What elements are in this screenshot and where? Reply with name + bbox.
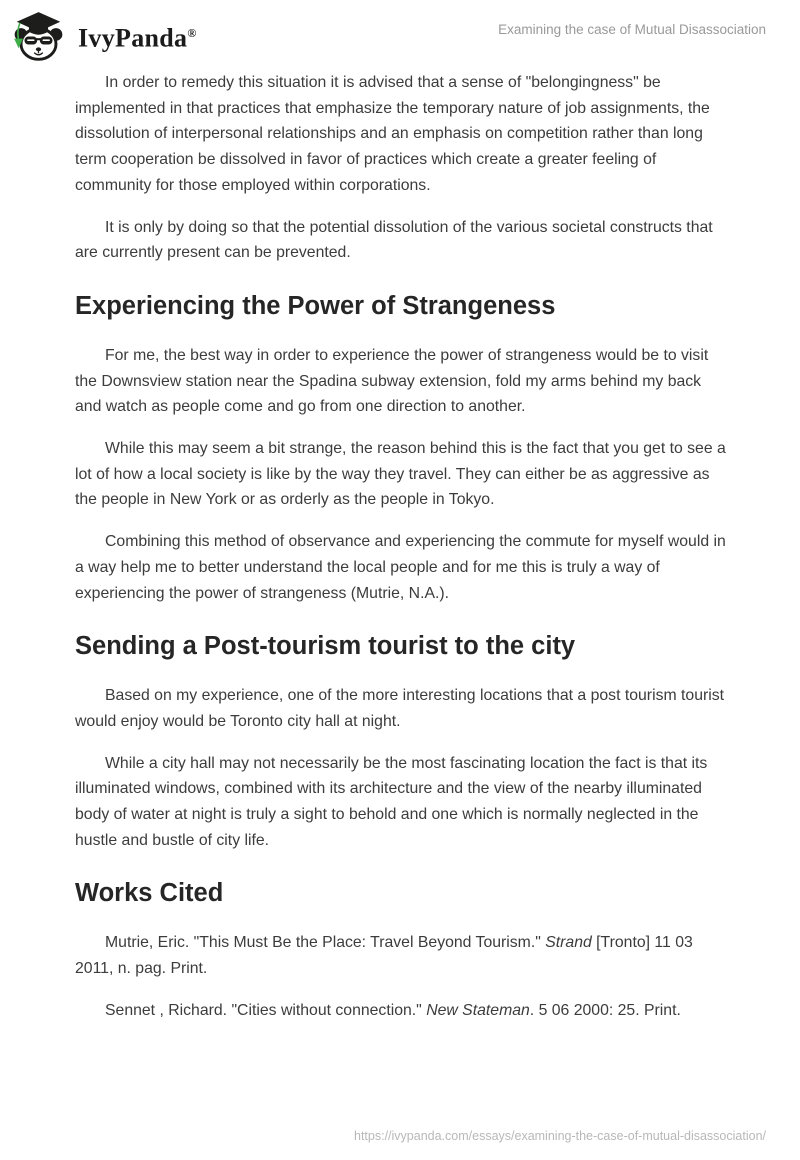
citation-text: Mutrie, Eric. "This Must Be the Place: Travel Beyond Tourism." — [105, 934, 546, 952]
paragraph: While a city hall may not necessarily be the most fascinating location the fact is that its illuminated windows, combined with its architecture and the view of the nearby illuminated body of water at night is truly a sight to behold and one which is normally neglected in the hustle and bustle of city life. — [75, 754, 708, 849]
heading-works-cited: Works Cited — [75, 879, 224, 908]
footer-url: https://ivypanda.com/essays/examining-the-case-of-mutual-disassociation/ — [354, 1129, 766, 1143]
citation-mutrie — [75, 930, 728, 981]
paragraph: It is only by doing so that the potential dissolution of the various societal constructs that are currently present can be prevented. — [75, 218, 713, 262]
ivypanda-panda-logo-icon — [12, 9, 65, 62]
brand — [12, 7, 197, 65]
citation-source-title: Strand — [545, 934, 592, 952]
paragraph: Combining this method of observance and experiencing the commute for myself would in a way help me to better understand the local people and for me this is truly a way of experiencing the power of strangeness (Mutrie, N.A.). — [75, 533, 726, 602]
brand-name — [78, 7, 197, 65]
heading-experiencing-the-power-of-strangeness: Experiencing the Power of Strangeness — [75, 291, 556, 320]
paragraph: In order to remedy this situation it is advised that a sense of "belongingness" be implemented in that practices that emphasize the temporary nature of job assignments, the dissolution of interpersonal relationships and an emphasis on competition rather than long term cooperation be dissolved in favor of practices which create a greater feeling of community for those employed within corporations. — [75, 74, 710, 194]
citation-text: [Tronto] 11 03 2011, n. pag. Print. — [75, 934, 693, 978]
essay-content — [0, 64, 800, 1024]
page-footer — [354, 1127, 766, 1145]
brand-name-text: IvyPanda — [78, 23, 188, 53]
citation-source-title: New Stateman — [426, 1001, 530, 1019]
paragraph: For me, the best way in order to experience the power of strangeness would be to visit the Downsview station near the Spadina subway extension, fold my arms behind my back and watch as people come and go from one direction to another. — [75, 346, 709, 416]
page-header — [0, 0, 800, 64]
registered-trademark-symbol: ® — [187, 26, 197, 40]
document-title: Examining the case of Mutual Disassociation — [498, 22, 766, 37]
citation-text: Sennet , Richard. "Cities without connection." — [105, 1001, 427, 1019]
paragraph: Based on my experience, one of the more interesting locations that a post tourism tourist would enjoy would be Toronto city hall at night. — [75, 687, 725, 730]
citation-sennet — [75, 998, 728, 1024]
citation-text: . 5 06 2000: 25. Print. — [529, 1001, 681, 1019]
heading-sending-a-post-tourism-tourist: Sending a Post-tourism tourist to the city — [75, 632, 576, 661]
paragraph: While this may seem a bit strange, the reason behind this is the fact that you get to see a lot of how a local society is like by the way they travel. They can either be as aggressive as the people in New York or as orderly as the people in Tokyo. — [75, 440, 726, 509]
